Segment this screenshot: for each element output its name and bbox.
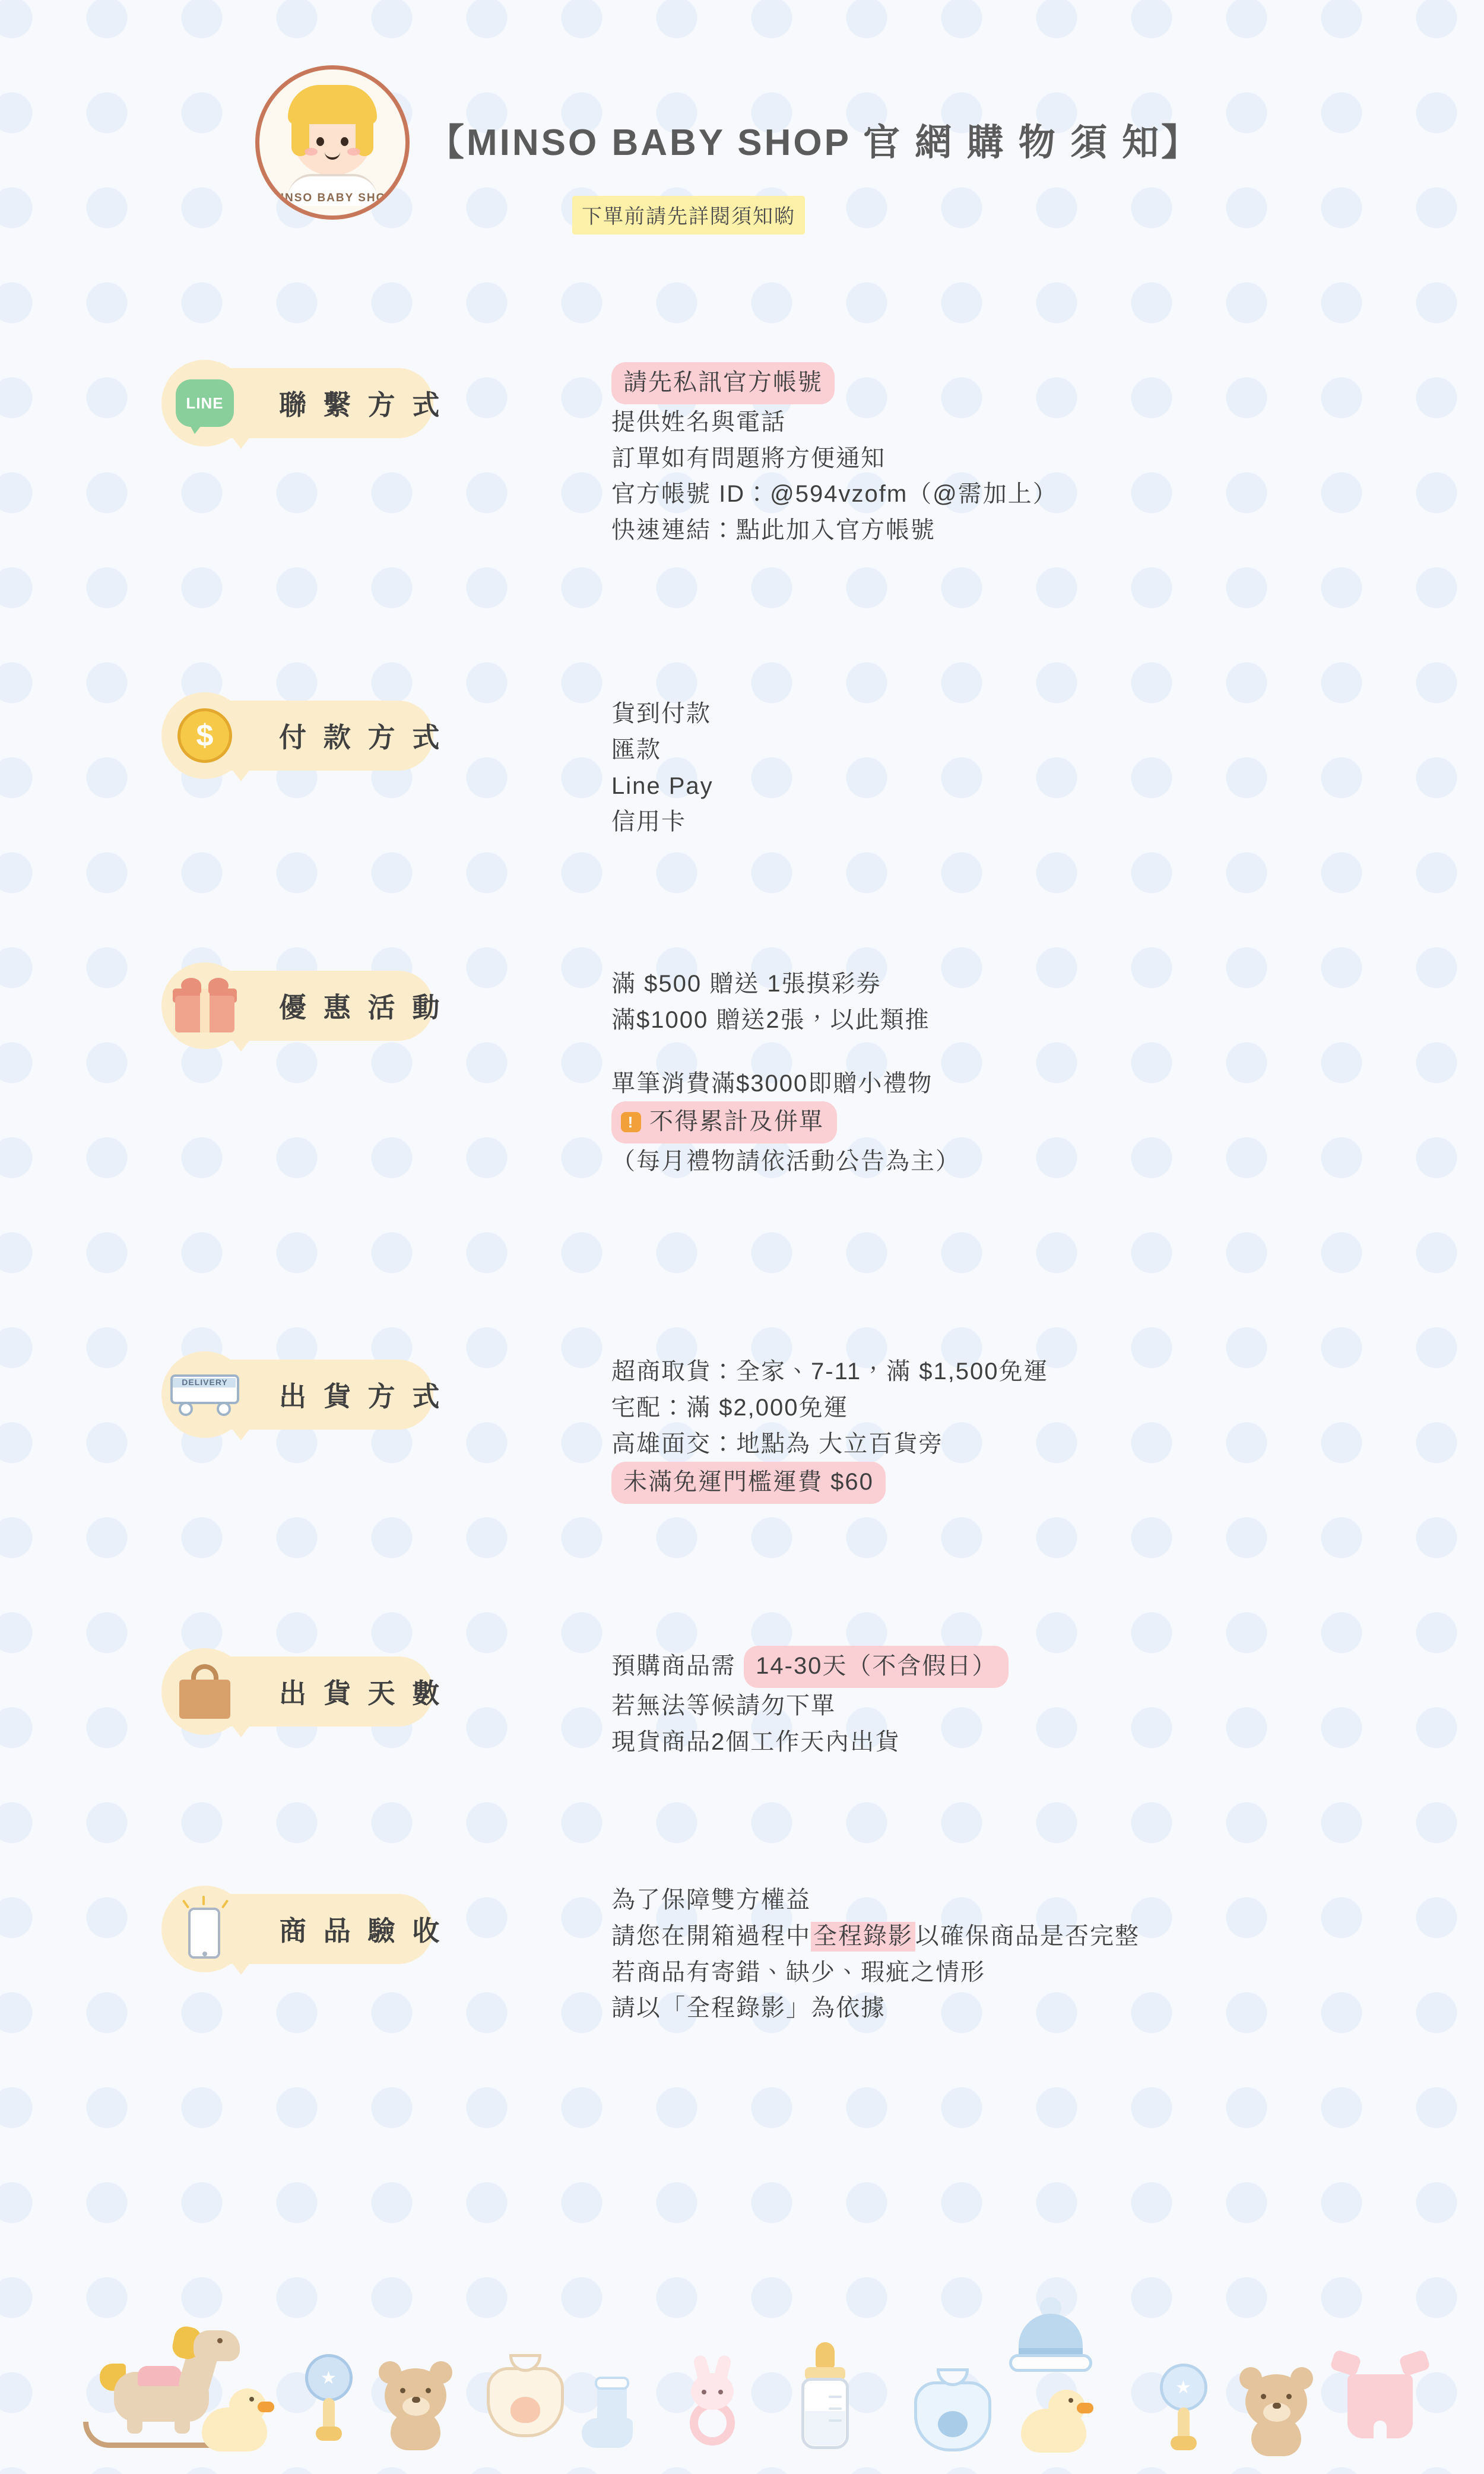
logo-brand-text: MINSO BABY SHOP xyxy=(269,192,395,204)
section-promotion-badge xyxy=(172,971,445,1041)
bunny-rattle-icon xyxy=(677,2362,748,2446)
page-subtitle-wrap xyxy=(572,196,805,235)
winter-hat-icon xyxy=(1009,2302,1092,2385)
promo-line-3: 單筆消費滿$3000即贈小禮物 xyxy=(611,1070,933,1097)
ship-line-2: 宅配：滿 $2,000免運 xyxy=(611,1394,849,1421)
ship-line-4 xyxy=(611,1462,1442,1504)
inspect-line-1: 為了保障雙方權益 xyxy=(611,1887,811,1913)
payment-line-3: Line Pay xyxy=(611,772,714,799)
section-inspection-badge xyxy=(172,1894,445,1964)
baby-onesie-icon xyxy=(1336,2343,1425,2438)
rubber-duck-icon xyxy=(202,2386,267,2451)
delivery-truck-icon xyxy=(161,1351,248,1438)
section-payment-label: 付 款 方 式 xyxy=(279,722,445,753)
shop-logo xyxy=(255,65,410,220)
logo-eye-left xyxy=(316,137,324,146)
inspect-suffix: 以確保商品是否完整 xyxy=(915,1922,1140,1949)
section-inspection-label: 商 品 驗 收 xyxy=(279,1915,445,1946)
section-shipping-method-badge xyxy=(172,1360,445,1430)
ship-line-3: 高雄面交：地點為 大立百貨旁 xyxy=(611,1430,944,1457)
promo-warning-pill xyxy=(611,1101,837,1143)
page-header xyxy=(0,0,1484,279)
inspect-line-2 xyxy=(611,1918,1442,1955)
days-line-3: 現貨商品2個工作天內出貨 xyxy=(611,1728,900,1755)
gift-icon xyxy=(161,962,248,1049)
footer-toy-strip xyxy=(0,2272,1484,2474)
baby-sock-icon xyxy=(582,2377,643,2448)
teddy-bear-2-icon xyxy=(1235,2367,1318,2456)
logo-blush-left xyxy=(305,148,318,156)
section-shipping-days-lines xyxy=(611,1646,1442,1760)
section-payment-badge xyxy=(172,701,445,771)
inspect-line-4: 請以「全程錄影」為依據 xyxy=(611,1995,886,2022)
bib-blue-icon xyxy=(914,2368,991,2451)
logo-blush-right xyxy=(347,148,360,156)
logo-eye-right xyxy=(341,137,348,146)
contact-dm-pill: 請先私訊官方帳號 xyxy=(611,362,835,404)
contact-line-3: 訂單如有問題將方便通知 xyxy=(611,445,886,471)
promo-spacer xyxy=(611,1038,1442,1066)
section-promotion-lines xyxy=(611,966,1442,1180)
promo-line-5: （每月禮物請依活動公告為主） xyxy=(611,1148,960,1175)
baby-bottle-icon xyxy=(795,2336,855,2449)
section-shipping-method-lines xyxy=(611,1354,1442,1504)
warning-icon: ! xyxy=(621,1112,641,1132)
preorder-duration-pill: 14-30天（不含假日） xyxy=(744,1646,1009,1688)
rattle-blue-icon: ★ xyxy=(297,2354,362,2443)
payment-line-1: 貨到付款 xyxy=(611,701,711,727)
section-inspection-lines xyxy=(611,1882,1442,2026)
shipping-fee-pill: 未滿免運門檻運費 $60 xyxy=(611,1462,886,1504)
rattle-light-blue-icon: ★ xyxy=(1152,2364,1217,2453)
coin-icon xyxy=(161,692,248,779)
bib-pink-icon xyxy=(487,2354,564,2437)
section-payment-lines xyxy=(611,696,1442,840)
page-title: 【MINSO BABY SHOP 官 網 購 物 須 知】 xyxy=(427,122,1201,163)
section-promotion-label: 優 惠 活 動 xyxy=(279,992,445,1023)
contact-line-5[interactable]: 快速連結：點此加入官方帳號 xyxy=(611,517,936,544)
coin-icon-label: $ xyxy=(196,718,214,753)
days-line-1 xyxy=(611,1646,1442,1688)
payment-line-4: 信用卡 xyxy=(611,809,686,835)
contact-line-2: 提供姓名與電話 xyxy=(611,408,786,435)
phone-recording-icon xyxy=(161,1886,248,1972)
ship-line-1: 超商取貨：全家、7-11，滿 $1,500免運 xyxy=(611,1358,1049,1385)
contact-line-4: 官方帳號 ID：@594vzofm（@需加上） xyxy=(611,481,1058,508)
line-icon-label: LINE xyxy=(186,394,224,412)
section-shipping-days-badge xyxy=(172,1656,445,1727)
days-line-2: 若無法等候請勿下單 xyxy=(611,1692,836,1719)
inspect-prefix: 請您在開箱過程中 xyxy=(611,1922,811,1949)
line-icon xyxy=(161,360,248,446)
promo-line-2: 滿$1000 贈送2張，以此類推 xyxy=(611,1006,930,1033)
promo-line-1: 滿 $500 贈送 1張摸彩券 xyxy=(611,971,881,997)
teddy-bear-icon xyxy=(374,2361,457,2450)
shopping-bag-icon xyxy=(161,1648,248,1735)
promo-line-4 xyxy=(611,1101,1442,1143)
truck-icon-label: DELIVERY xyxy=(182,1377,228,1387)
section-contact-label: 聯 繫 方 式 xyxy=(279,389,445,420)
record-video-highlight: 全程錄影 xyxy=(811,1922,915,1952)
contact-line-1 xyxy=(611,362,1442,404)
inspect-line-3: 若商品有寄錯、缺少、瑕疵之情形 xyxy=(611,1959,985,1985)
section-shipping-method-label: 出 貨 方 式 xyxy=(279,1381,445,1412)
section-shipping-days-label: 出 貨 天 數 xyxy=(279,1678,445,1709)
section-contact-badge xyxy=(172,368,445,438)
rubber-duck-2-icon xyxy=(1021,2387,1086,2453)
payment-line-2: 匯款 xyxy=(611,736,661,763)
page-subtitle: 下單前請先詳閱須知喲 xyxy=(572,196,805,235)
days-prefix: 預購商品需 xyxy=(611,1653,744,1679)
section-contact-lines xyxy=(611,362,1442,549)
promo-warning-text: 不得累計及併單 xyxy=(649,1108,824,1135)
